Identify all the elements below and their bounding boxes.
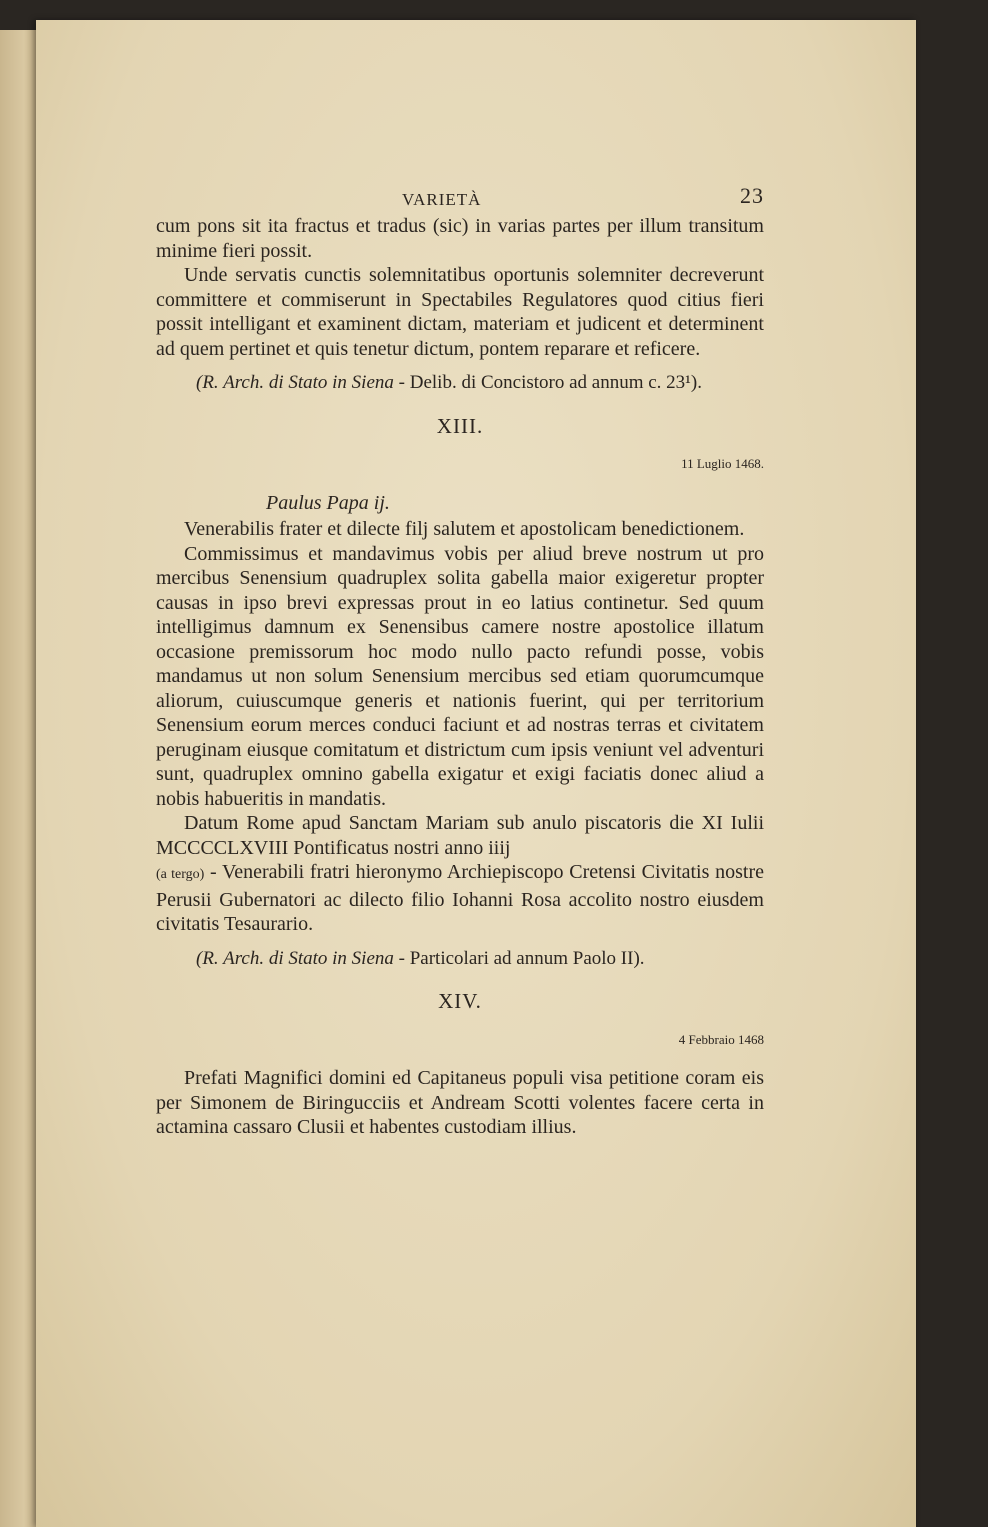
- book-page: [36, 20, 916, 1527]
- citation-detail: - Delib. di Concistoro ad annum c. 23¹).: [393, 372, 702, 393]
- paragraph: Prefati Magnifici domini ed Capitaneus populi visa petitione coram eis per Simonem de Biringucciis et Andream Scotti volentes facere certa in actamina cassaro Clusii et habentes custodiam illius.: [156, 1067, 764, 1138]
- paragraph: Commissimus et mandavimus vobis per aliud breve nostrum ut pro mercibus Senensium quadruplex solita gabella maior exigeretur propter causas in ipso brevi expressas prout in eo latius continetur. Sed quum intelligimus damnum ex Senensibus camere nostre apostolice illatum occasione premissorum hoc modo nullo pacto refundi posse, vobis mandamus ut non solum Senensium mercibus sed etiam quorumcumque aliorum, cuiuscumque generis et nationis fuerint, qui per territorium Senensium eorum merces conduci faciunt et ad nostras terras et civitatem peruginam eiusque comitatum et districtum cum ipsis veniunt vel adventuri sunt, quadruplex omnino gabella exigatur et exigi faciatis donec aliud a nobis habueritis in mandatis.: [156, 542, 764, 810]
- section-title-xiii: XIII.: [436, 413, 484, 438]
- citation-source: (R. Arch. di Stato in Siena: [196, 372, 394, 393]
- section-title-xiv: XIV.: [438, 989, 482, 1013]
- citation-detail: - Particolari ad annum Paolo II).: [393, 947, 645, 969]
- archive-citation: [156, 371, 764, 396]
- facing-page-edge: [0, 30, 40, 1527]
- paragraph: cum pons sit ita fractus et tradus (sic) in varias partes per illum transitum minime fieri possit.: [156, 215, 764, 262]
- document-date: 4 Febbraio 1468: [678, 1031, 764, 1047]
- page-number: 23: [740, 183, 764, 208]
- document-date: 11 Luglio 1468.: [681, 456, 764, 471]
- archive-citation: [156, 947, 764, 972]
- citation-source: (R. Arch. di Stato in Siena: [196, 947, 394, 969]
- running-title: VARIETÀ: [402, 190, 482, 209]
- tergo-label: (a tergo): [156, 867, 205, 882]
- paragraph: Venerabilis frater et dilecte filj salutem et apostolicam benedictionem.: [184, 518, 745, 540]
- sender-line: Paulus Papa ij.: [266, 491, 390, 514]
- paragraph: [156, 860, 764, 937]
- paragraph: Datum Rome apud Sanctam Mariam sub anulo piscatoris die XI Iulii MCCCCLXVIII Pontificatus nostri anno iiij: [156, 812, 764, 859]
- address-text: - Venerabili fratri hieronymo Archiepiscopo Cretensi Civitatis nostre Perusii Gubernatori ac dilecto filio Iohanni Rosa accolito nostro eiusdem civitatis Tesaurario.: [156, 861, 764, 935]
- page-header: [156, 184, 764, 214]
- paragraph: Unde servatis cunctis solemnitatibus oportunis solemniter decreverunt committere et commiserunt in Spectabiles Regulatores quod citius fieri possit intelligant et examinent dictam, materiam et judicent et determinent ad quem pertinet et quis tenetur dictum, pontem reparare et reficere.: [156, 264, 764, 360]
- page-content: [156, 184, 764, 1140]
